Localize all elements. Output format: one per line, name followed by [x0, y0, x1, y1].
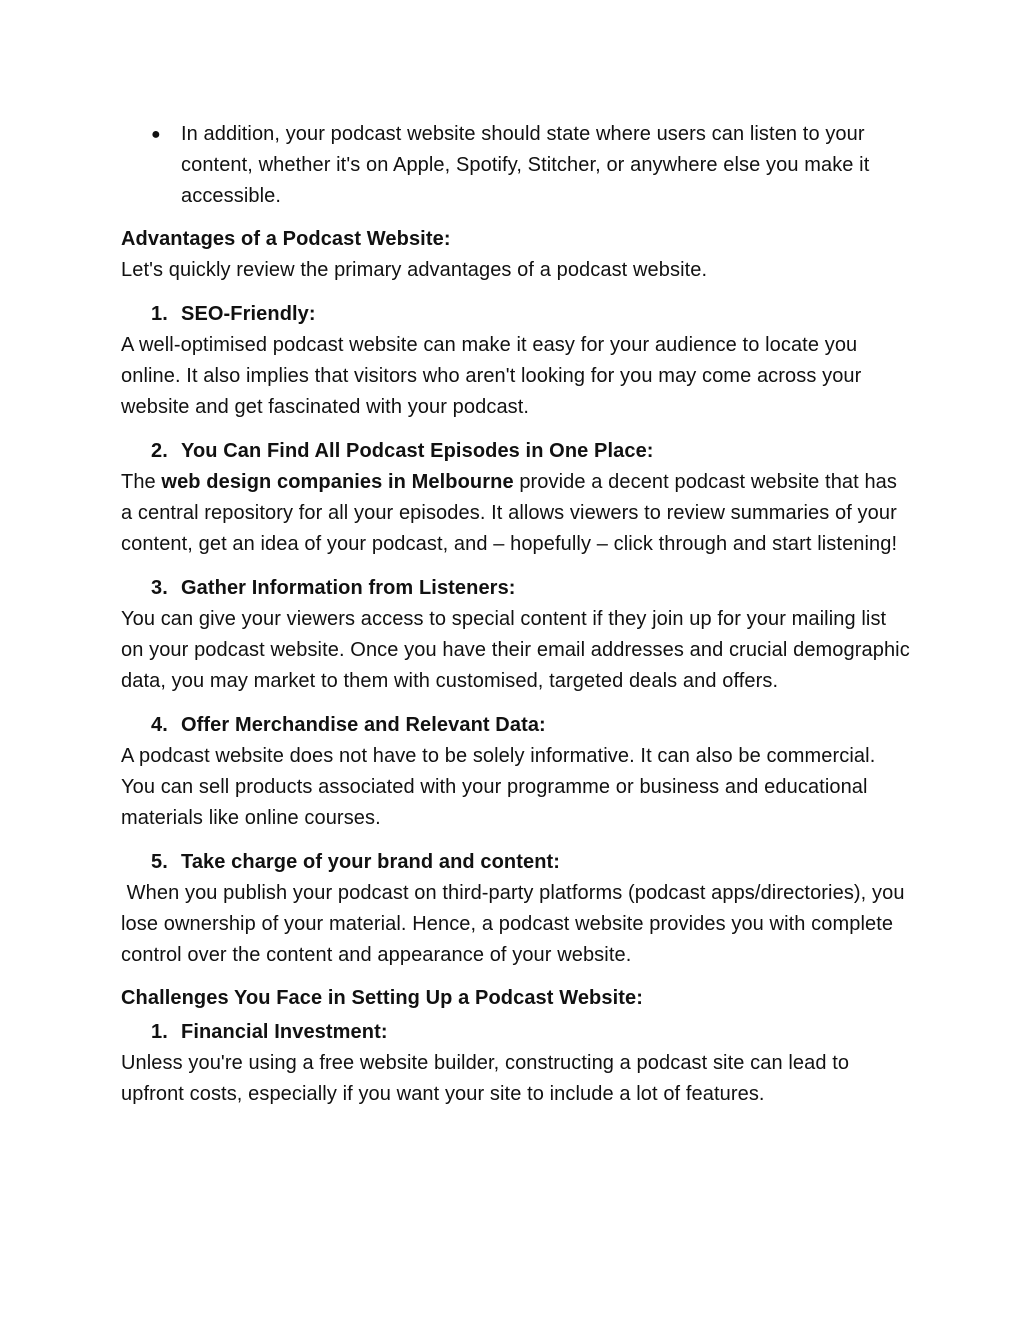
- list-number: 2.: [151, 440, 168, 462]
- advantage-heading-gather-info: [121, 573, 911, 604]
- list-number: 3.: [151, 577, 168, 599]
- body-suffix: provide a decent podcast website that has a central repository for all your episodes. It allows viewers to review summaries of your content, get an idea of your podcast, and – hopefully – click through and start listening!: [121, 471, 898, 555]
- challenge-body-financial: Unless you're using a free website builder, constructing a podcast site can lead to upfront costs, especially if you want your site to include a lot of features.: [121, 1052, 850, 1105]
- advantage-heading-seo: [121, 299, 911, 330]
- advantages-intro: Let's quickly review the primary advantages of a podcast website.: [121, 259, 708, 281]
- challenge-heading-financial: [121, 1017, 911, 1048]
- list-title: Financial Investment:: [181, 1021, 388, 1043]
- list-title: Take charge of your brand and content:: [181, 851, 561, 873]
- advantage-body-seo: A well-optimised podcast website can make it easy for your audience to locate you online. It also implies that visitors who aren't looking for you may come across your website and get fascinated with your podcast.: [121, 334, 862, 418]
- intro-bullet-item: [121, 119, 911, 212]
- body-prefix: The: [121, 471, 162, 493]
- advantage-heading-episodes: [121, 436, 911, 467]
- list-title: SEO-Friendly:: [181, 303, 316, 325]
- web-design-companies-link-text: web design companies in Melbourne: [161, 471, 514, 493]
- intro-bullet-text: In addition, your podcast website should state where users can listen to your content, whether it's on Apple, Spotify, Stitcher, or anywhere else you make it accessible.: [181, 123, 870, 207]
- list-number: 1.: [151, 1021, 168, 1043]
- bullet-icon: ●: [151, 126, 161, 143]
- document-page: [121, 119, 911, 1110]
- advantage-body-brand: When you publish your podcast on third-party platforms (podcast apps/directories), you lose ownership of your material. Hence, a podcast website provides you with complete control over the content and appearance of your website.: [121, 882, 911, 966]
- list-title: Gather Information from Listeners:: [181, 577, 516, 599]
- advantage-body-merchandise: A podcast website does not have to be solely informative. It can also be commercial. You can sell products associated with your programme or business and educational materials like online courses.: [121, 745, 876, 829]
- list-title: You Can Find All Podcast Episodes in One Place:: [181, 440, 654, 462]
- advantage-body-episodes: [121, 467, 911, 560]
- list-number: 4.: [151, 714, 168, 736]
- challenges-heading: Challenges You Face in Setting Up a Podcast Website:: [121, 987, 643, 1009]
- list-number: 1.: [151, 303, 168, 325]
- advantage-body-gather-info: You can give your viewers access to special content if they join up for your mailing list on your podcast website. Once you have their email addresses and crucial demographic data, you may market to them with customised, targeted deals and offers.: [121, 608, 910, 692]
- advantage-heading-merchandise: [121, 710, 911, 741]
- list-title: Offer Merchandise and Relevant Data:: [181, 714, 546, 736]
- list-number: 5.: [151, 851, 168, 873]
- advantages-heading: Advantages of a Podcast Website:: [121, 228, 451, 250]
- advantage-heading-brand: [121, 847, 911, 878]
